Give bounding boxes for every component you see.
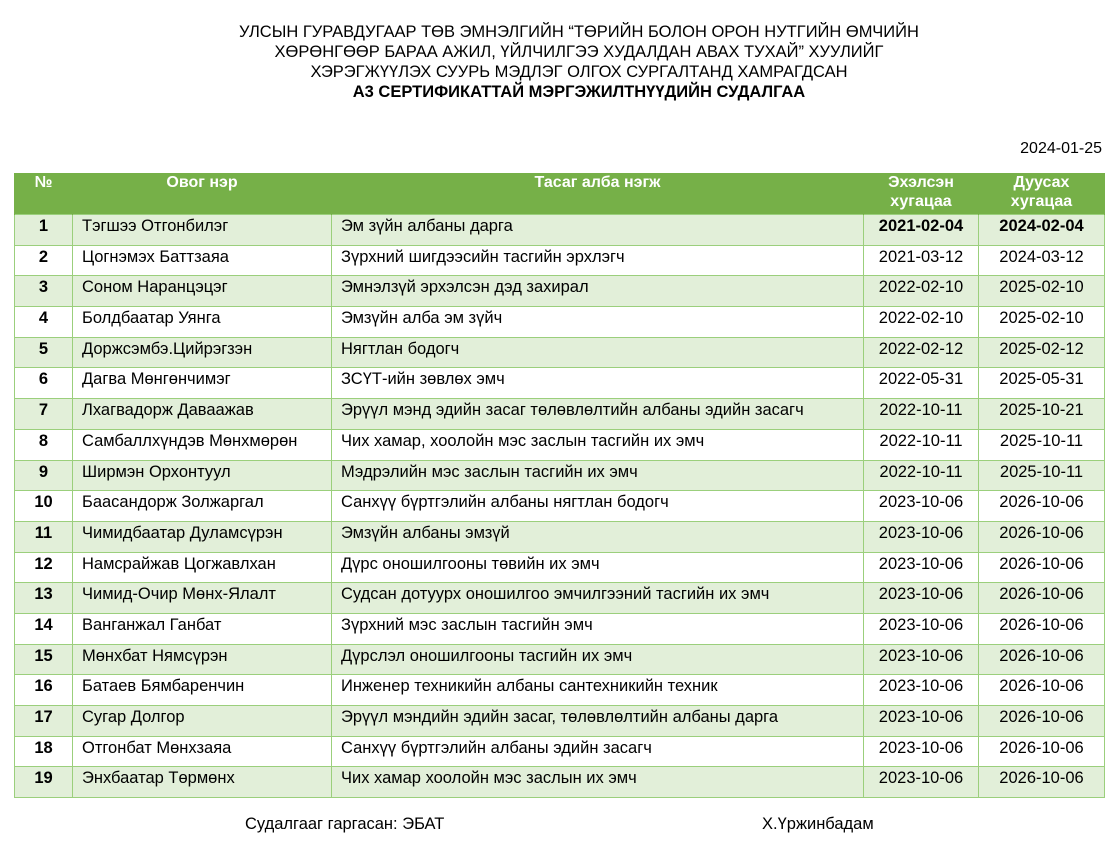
header-start — [864, 173, 979, 215]
row-number: 5 — [15, 337, 73, 368]
person-name: Энхбаатар Төрмөнх — [73, 767, 332, 798]
table-row — [15, 644, 1105, 675]
table-row — [15, 215, 1105, 246]
table-row — [15, 460, 1105, 491]
table-row — [15, 583, 1105, 614]
header-end-line1: Дуусах — [1013, 174, 1070, 191]
department: Зүрхний мэс заслын тасгийн эмч — [332, 613, 864, 644]
table-row — [15, 337, 1105, 368]
row-number: 10 — [15, 491, 73, 522]
end-date: 2026-10-06 — [979, 491, 1105, 522]
start-date: 2023-10-06 — [864, 706, 979, 737]
start-date: 2022-10-11 — [864, 429, 979, 460]
person-name: Цогнэмэх Баттзаяа — [73, 245, 332, 276]
table-body — [15, 215, 1105, 798]
person-name: Отгонбат Мөнхзаяа — [73, 736, 332, 767]
start-date: 2023-10-06 — [864, 552, 979, 583]
person-name: Чимид-Очир Мөнх-Ялалт — [73, 583, 332, 614]
start-date: 2021-03-12 — [864, 245, 979, 276]
start-date: 2022-05-31 — [864, 368, 979, 399]
person-name: Болдбаатар Уянга — [73, 307, 332, 338]
row-number: 9 — [15, 460, 73, 491]
row-number: 4 — [15, 307, 73, 338]
end-date: 2025-05-31 — [979, 368, 1105, 399]
row-number: 18 — [15, 736, 73, 767]
person-name: Намсрайжав Цогжавлхан — [73, 552, 332, 583]
header-name: Овог нэр — [73, 173, 332, 215]
table-row — [15, 613, 1105, 644]
person-name: Доржсэмбэ.Цийрэгзэн — [73, 337, 332, 368]
person-name: Самбаллхүндэв Мөнхмөрөн — [73, 429, 332, 460]
end-date: 2025-02-10 — [979, 307, 1105, 338]
department: Инженер техникийн албаны сантехникийн техник — [332, 675, 864, 706]
person-name: Тэгшээ Отгонбилэг — [73, 215, 332, 246]
start-date: 2023-10-06 — [864, 767, 979, 798]
row-number: 1 — [15, 215, 73, 246]
row-number: 13 — [15, 583, 73, 614]
start-date: 2023-10-06 — [864, 675, 979, 706]
end-date: 2026-10-06 — [979, 736, 1105, 767]
end-date: 2026-10-06 — [979, 583, 1105, 614]
table-row — [15, 552, 1105, 583]
row-number: 11 — [15, 521, 73, 552]
person-name: Ванганжал Ганбат — [73, 613, 332, 644]
end-date: 2025-10-11 — [979, 460, 1105, 491]
row-number: 7 — [15, 399, 73, 430]
person-name: Дагва Мөнгөнчимэг — [73, 368, 332, 399]
start-date: 2021-02-04 — [864, 215, 979, 246]
department: Эмзүйн алба эм зүйч — [332, 307, 864, 338]
table-row — [15, 736, 1105, 767]
header-end-line2: хугацаа — [1010, 193, 1073, 210]
table-row — [15, 675, 1105, 706]
start-date: 2023-10-06 — [864, 583, 979, 614]
table-row — [15, 368, 1105, 399]
end-date: 2025-10-11 — [979, 429, 1105, 460]
title-line-1: УЛСЫН ГУРАВДУГААР ТӨВ ЭМНЭЛГИЙН “ТӨРИЙН БОЛОН ОРОН НУТГИЙН ӨМЧИЙН — [239, 23, 919, 41]
title-line-2: ХӨРӨНГӨӨР БАРАА АЖИЛ, ҮЙЛЧИЛГЭЭ ХУДАЛДАН АВАХ ТУХАЙ” ХУУЛИЙГ — [274, 43, 884, 61]
person-name: Сугар Долгор — [73, 706, 332, 737]
department: Мэдрэлийн мэс заслын тасгийн их эмч — [332, 460, 864, 491]
person-name: Ширмэн Орхонтуул — [73, 460, 332, 491]
start-date: 2023-10-06 — [864, 644, 979, 675]
table-row — [15, 276, 1105, 307]
header-start-line1: Эхэлсэн — [888, 174, 954, 191]
table-row — [15, 245, 1105, 276]
row-number: 15 — [15, 644, 73, 675]
person-name: Соном Наранцэцэг — [73, 276, 332, 307]
end-date: 2025-02-10 — [979, 276, 1105, 307]
start-date: 2022-10-11 — [864, 399, 979, 430]
department: Санхүү бүртгэлийн албаны нягтлан бодогч — [332, 491, 864, 522]
department: Судсан дотуурх оношилгоо эмчилгээний тасгийн их эмч — [332, 583, 864, 614]
signer-name: Х.Үржинбадам — [762, 815, 874, 833]
start-date: 2022-10-11 — [864, 460, 979, 491]
department: Санхүү бүртгэлийн албаны эдийн засагч — [332, 736, 864, 767]
department: Эмнэлзүй эрхэлсэн дэд захирал — [332, 276, 864, 307]
end-date: 2024-03-12 — [979, 245, 1105, 276]
certificate-table — [14, 173, 1105, 798]
department: Дүрс оношилгооны төвийн их эмч — [332, 552, 864, 583]
document-title — [0, 22, 1115, 102]
department: ЗСҮТ-ийн зөвлөх эмч — [332, 368, 864, 399]
person-name: Батаев Бямбаренчин — [73, 675, 332, 706]
department: Нягтлан бодогч — [332, 337, 864, 368]
department: Зүрхний шигдээсийн тасгийн эрхлэгч — [332, 245, 864, 276]
start-date: 2023-10-06 — [864, 736, 979, 767]
start-date: 2023-10-06 — [864, 491, 979, 522]
row-number: 6 — [15, 368, 73, 399]
start-date: 2022-02-10 — [864, 276, 979, 307]
end-date: 2025-02-12 — [979, 337, 1105, 368]
title-line-3: ХЭРЭГЖҮҮЛЭХ СУУРЬ МЭДЛЭГ ОЛГОХ СУРГАЛТАНД ХАМРАГДСАН — [310, 63, 848, 81]
end-date: 2026-10-06 — [979, 613, 1105, 644]
row-number: 12 — [15, 552, 73, 583]
end-date: 2026-10-06 — [979, 552, 1105, 583]
person-name: Чимидбаатар Дуламсүрэн — [73, 521, 332, 552]
table-row — [15, 307, 1105, 338]
header-num: № — [15, 173, 73, 215]
table-row — [15, 429, 1105, 460]
start-date: 2022-02-10 — [864, 307, 979, 338]
table-row — [15, 491, 1105, 522]
row-number: 17 — [15, 706, 73, 737]
table-row — [15, 399, 1105, 430]
start-date: 2023-10-06 — [864, 613, 979, 644]
end-date: 2025-10-21 — [979, 399, 1105, 430]
title-line-4: А3 СЕРТИФИКАТТАЙ МЭРГЭЖИЛТНҮҮДИЙН СУДАЛГАА — [352, 83, 806, 101]
start-date: 2023-10-06 — [864, 521, 979, 552]
row-number: 19 — [15, 767, 73, 798]
header-end — [979, 173, 1105, 215]
row-number: 3 — [15, 276, 73, 307]
end-date: 2026-10-06 — [979, 644, 1105, 675]
header-dept: Тасаг алба нэгж — [332, 173, 864, 215]
person-name: Лхагвадорж Даваажав — [73, 399, 332, 430]
end-date: 2026-10-06 — [979, 706, 1105, 737]
department: Чих хамар, хоолойн мэс заслын тасгийн их эмч — [332, 429, 864, 460]
person-name: Мөнхбат Нямсүрэн — [73, 644, 332, 675]
end-date: 2026-10-06 — [979, 521, 1105, 552]
end-date: 2026-10-06 — [979, 675, 1105, 706]
department: Эмзүйн албаны эмзүй — [332, 521, 864, 552]
department: Эрүүл мэнд эдийн засаг төлөвлөлтийн албаны эдийн засагч — [332, 399, 864, 430]
department: Чих хамар хоолойн мэс заслын их эмч — [332, 767, 864, 798]
person-name: Баасандорж Золжаргал — [73, 491, 332, 522]
start-date: 2022-02-12 — [864, 337, 979, 368]
header-start-line2: хугацаа — [890, 193, 952, 210]
end-date: 2026-10-06 — [979, 767, 1105, 798]
department: Эрүүл мэндийн эдийн засаг, төлөвлөлтийн албаны дарга — [332, 706, 864, 737]
document-date: 2024-01-25 — [1020, 140, 1102, 157]
row-number: 8 — [15, 429, 73, 460]
table-row — [15, 706, 1105, 737]
table-header-row — [15, 173, 1105, 215]
table-row — [15, 521, 1105, 552]
end-date: 2024-02-04 — [979, 215, 1105, 246]
row-number: 16 — [15, 675, 73, 706]
department: Дүрслэл оношилгооны тасгийн их эмч — [332, 644, 864, 675]
row-number: 14 — [15, 613, 73, 644]
prepared-by: Судалгааг гаргасан: ЭБАТ — [245, 815, 445, 833]
row-number: 2 — [15, 245, 73, 276]
department: Эм зүйн албаны дарга — [332, 215, 864, 246]
table-row — [15, 767, 1105, 798]
